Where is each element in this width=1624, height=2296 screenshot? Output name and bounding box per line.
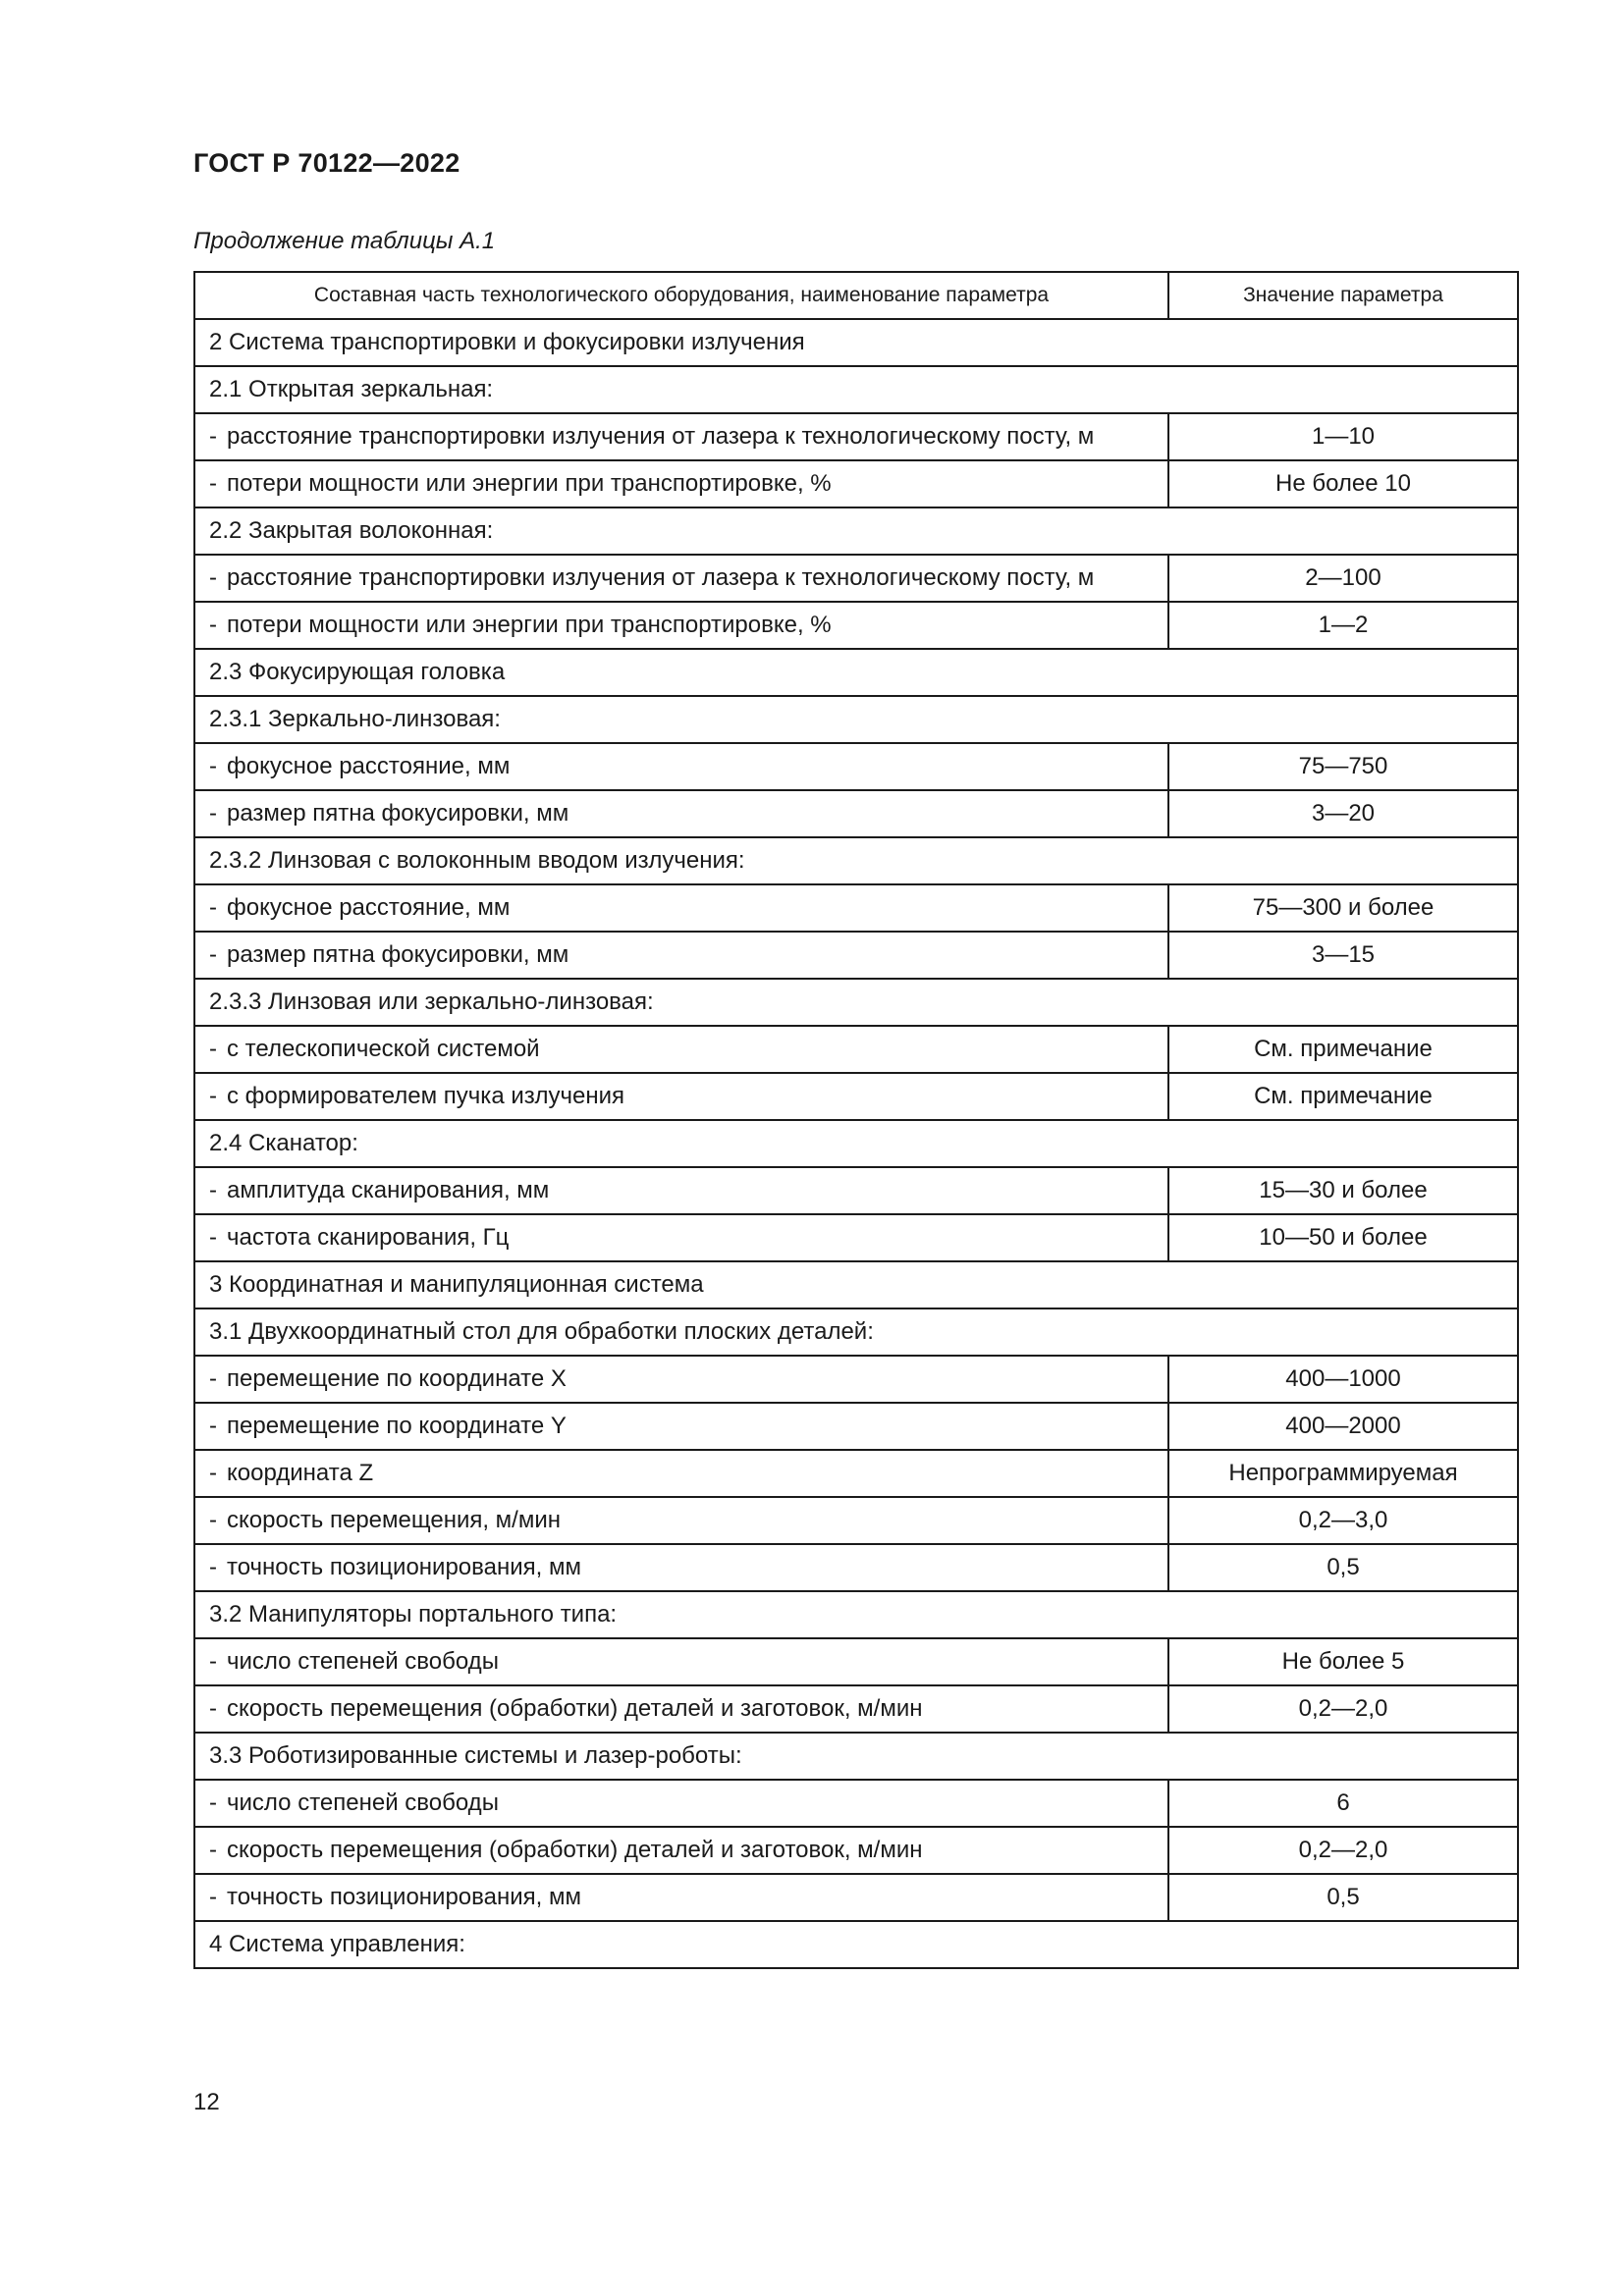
parameter-value: См. примечание (1168, 1026, 1518, 1073)
parameter-name: частота сканирования, Гц (227, 1224, 510, 1251)
parameter-cell (194, 1026, 1168, 1073)
parameter-name: потери мощности или энергии при транспортировке, % (227, 612, 832, 638)
parameter-cell (194, 1167, 1168, 1214)
section-label: 3.2 Манипуляторы портального типа: (194, 1591, 1518, 1638)
list-dash: - (209, 1648, 217, 1675)
parameter-value: См. примечание (1168, 1073, 1518, 1120)
list-dash: - (209, 1083, 217, 1109)
table-row (194, 1638, 1518, 1685)
list-dash: - (209, 753, 217, 779)
table-section-row (194, 1733, 1518, 1780)
parameter-value: 0,5 (1168, 1874, 1518, 1921)
parameter-value: 0,2—2,0 (1168, 1827, 1518, 1874)
list-dash: - (209, 1695, 217, 1722)
document-header: ГОСТ Р 70122—2022 (193, 148, 460, 178)
table-row (194, 1073, 1518, 1120)
parameter-value: Не более 5 (1168, 1638, 1518, 1685)
list-dash: - (209, 800, 217, 827)
list-dash: - (209, 1365, 217, 1392)
section-label: 2.2 Закрытая волоконная: (194, 507, 1518, 555)
parameter-cell (194, 1073, 1168, 1120)
table-section-row (194, 979, 1518, 1026)
table-row (194, 1026, 1518, 1073)
parameter-cell (194, 1214, 1168, 1261)
list-dash: - (209, 1413, 217, 1439)
table-header-row (194, 272, 1518, 319)
parameter-name: скорость перемещения (обработки) деталей и заготовок, м/мин (227, 1837, 923, 1863)
section-label: 2.3.3 Линзовая или зеркально-линзовая: (194, 979, 1518, 1026)
parameter-value: 75—300 и более (1168, 884, 1518, 932)
parameter-cell (194, 1874, 1168, 1921)
parameter-name: с формирователем пучка излучения (227, 1083, 624, 1109)
parameter-value: Не более 10 (1168, 460, 1518, 507)
list-dash: - (209, 1884, 217, 1910)
table-section-row (194, 1120, 1518, 1167)
table-row (194, 1497, 1518, 1544)
parameter-cell (194, 602, 1168, 649)
table-section-row (194, 1261, 1518, 1308)
section-label: 2.3.1 Зеркально-линзовая: (194, 696, 1518, 743)
list-dash: - (209, 1837, 217, 1863)
section-label: 4 Система управления: (194, 1921, 1518, 1968)
parameter-name: с телескопической системой (227, 1036, 540, 1062)
table-row (194, 555, 1518, 602)
column-header-parameter: Составная часть технологического оборудования, наименование параметра (194, 272, 1168, 319)
parameter-cell (194, 1544, 1168, 1591)
list-dash: - (209, 612, 217, 638)
table-section-row (194, 507, 1518, 555)
table-section-row (194, 837, 1518, 884)
list-dash: - (209, 941, 217, 968)
parameter-name: потери мощности или энергии при транспортировке, % (227, 470, 832, 497)
parameter-cell (194, 1780, 1168, 1827)
table-row (194, 743, 1518, 790)
parameter-name: перемещение по координате Y (227, 1413, 567, 1439)
list-dash: - (209, 1036, 217, 1062)
table-section-row (194, 1921, 1518, 1968)
section-label: 2.1 Открытая зеркальная: (194, 366, 1518, 413)
table-row (194, 1874, 1518, 1921)
parameter-value: 400—1000 (1168, 1356, 1518, 1403)
parameter-name: скорость перемещения (обработки) деталей и заготовок, м/мин (227, 1695, 923, 1722)
parameter-value: 2—100 (1168, 555, 1518, 602)
table-section-row (194, 696, 1518, 743)
list-dash: - (209, 1177, 217, 1203)
parameter-cell (194, 1403, 1168, 1450)
parameter-cell (194, 1638, 1168, 1685)
parameter-cell (194, 1685, 1168, 1733)
parameter-name: число степеней свободы (227, 1789, 499, 1816)
parameter-name: координата Z (227, 1460, 374, 1486)
table-row (194, 602, 1518, 649)
parameter-value: 0,5 (1168, 1544, 1518, 1591)
parameter-name: расстояние транспортировки излучения от лазера к технологическому посту, м (227, 423, 1095, 450)
table-row (194, 1450, 1518, 1497)
list-dash: - (209, 1224, 217, 1251)
table-row (194, 1214, 1518, 1261)
list-dash: - (209, 1460, 217, 1486)
table-section-row (194, 319, 1518, 366)
parameter-cell (194, 413, 1168, 460)
table-row (194, 1403, 1518, 1450)
parameter-cell (194, 884, 1168, 932)
parameter-cell (194, 743, 1168, 790)
list-dash: - (209, 1507, 217, 1533)
list-dash: - (209, 423, 217, 450)
page-number: 12 (193, 2089, 220, 2115)
section-label: 3 Координатная и манипуляционная система (194, 1261, 1518, 1308)
table-row (194, 1780, 1518, 1827)
parameter-cell (194, 555, 1168, 602)
table-row (194, 1685, 1518, 1733)
parameter-name: размер пятна фокусировки, мм (227, 941, 569, 968)
list-dash: - (209, 470, 217, 497)
parameter-name: размер пятна фокусировки, мм (227, 800, 569, 827)
parameter-value: Непрограммируемая (1168, 1450, 1518, 1497)
parameter-name: расстояние транспортировки излучения от лазера к технологическому посту, м (227, 564, 1095, 591)
parameter-name: точность позиционирования, мм (227, 1884, 581, 1910)
table-row (194, 1356, 1518, 1403)
list-dash: - (209, 1554, 217, 1580)
parameter-cell (194, 460, 1168, 507)
section-label: 3.3 Роботизированные системы и лазер-роботы: (194, 1733, 1518, 1780)
parameter-cell (194, 932, 1168, 979)
list-dash: - (209, 1789, 217, 1816)
table-caption: Продолжение таблицы А.1 (193, 228, 496, 254)
parameter-name: амплитуда сканирования, мм (227, 1177, 550, 1203)
table-section-row (194, 1591, 1518, 1638)
parameter-value: 3—20 (1168, 790, 1518, 837)
parameter-cell (194, 1356, 1168, 1403)
section-label: 2.3 Фокусирующая головка (194, 649, 1518, 696)
table-row (194, 413, 1518, 460)
parameters-table (193, 271, 1519, 1969)
table-row (194, 1827, 1518, 1874)
section-label: 2 Система транспортировки и фокусировки излучения (194, 319, 1518, 366)
parameter-value: 1—10 (1168, 413, 1518, 460)
parameter-cell (194, 1450, 1168, 1497)
table-body (194, 319, 1518, 1968)
list-dash: - (209, 894, 217, 921)
parameter-cell (194, 790, 1168, 837)
parameter-cell (194, 1497, 1168, 1544)
parameter-cell (194, 1827, 1168, 1874)
section-label: 2.3.2 Линзовая с волоконным вводом излучения: (194, 837, 1518, 884)
table-row (194, 1167, 1518, 1214)
table-section-row (194, 649, 1518, 696)
table-section-row (194, 366, 1518, 413)
parameter-name: перемещение по координате X (227, 1365, 567, 1392)
table-row (194, 884, 1518, 932)
section-label: 2.4 Сканатор: (194, 1120, 1518, 1167)
table-row (194, 932, 1518, 979)
parameter-value: 0,2—3,0 (1168, 1497, 1518, 1544)
column-header-value: Значение параметра (1168, 272, 1518, 319)
table-section-row (194, 1308, 1518, 1356)
parameter-value: 400—2000 (1168, 1403, 1518, 1450)
parameter-value: 75—750 (1168, 743, 1518, 790)
parameter-name: фокусное расстояние, мм (227, 894, 511, 921)
parameter-name: фокусное расстояние, мм (227, 753, 511, 779)
table-row (194, 1544, 1518, 1591)
list-dash: - (209, 564, 217, 591)
parameter-name: число степеней свободы (227, 1648, 499, 1675)
parameter-value: 10—50 и более (1168, 1214, 1518, 1261)
parameter-value: 0,2—2,0 (1168, 1685, 1518, 1733)
parameter-value: 1—2 (1168, 602, 1518, 649)
table-row (194, 460, 1518, 507)
parameter-value: 15—30 и более (1168, 1167, 1518, 1214)
parameter-value: 6 (1168, 1780, 1518, 1827)
parameter-name: точность позиционирования, мм (227, 1554, 581, 1580)
parameter-name: скорость перемещения, м/мин (227, 1507, 562, 1533)
parameter-value: 3—15 (1168, 932, 1518, 979)
section-label: 3.1 Двухкоординатный стол для обработки плоских деталей: (194, 1308, 1518, 1356)
table-row (194, 790, 1518, 837)
